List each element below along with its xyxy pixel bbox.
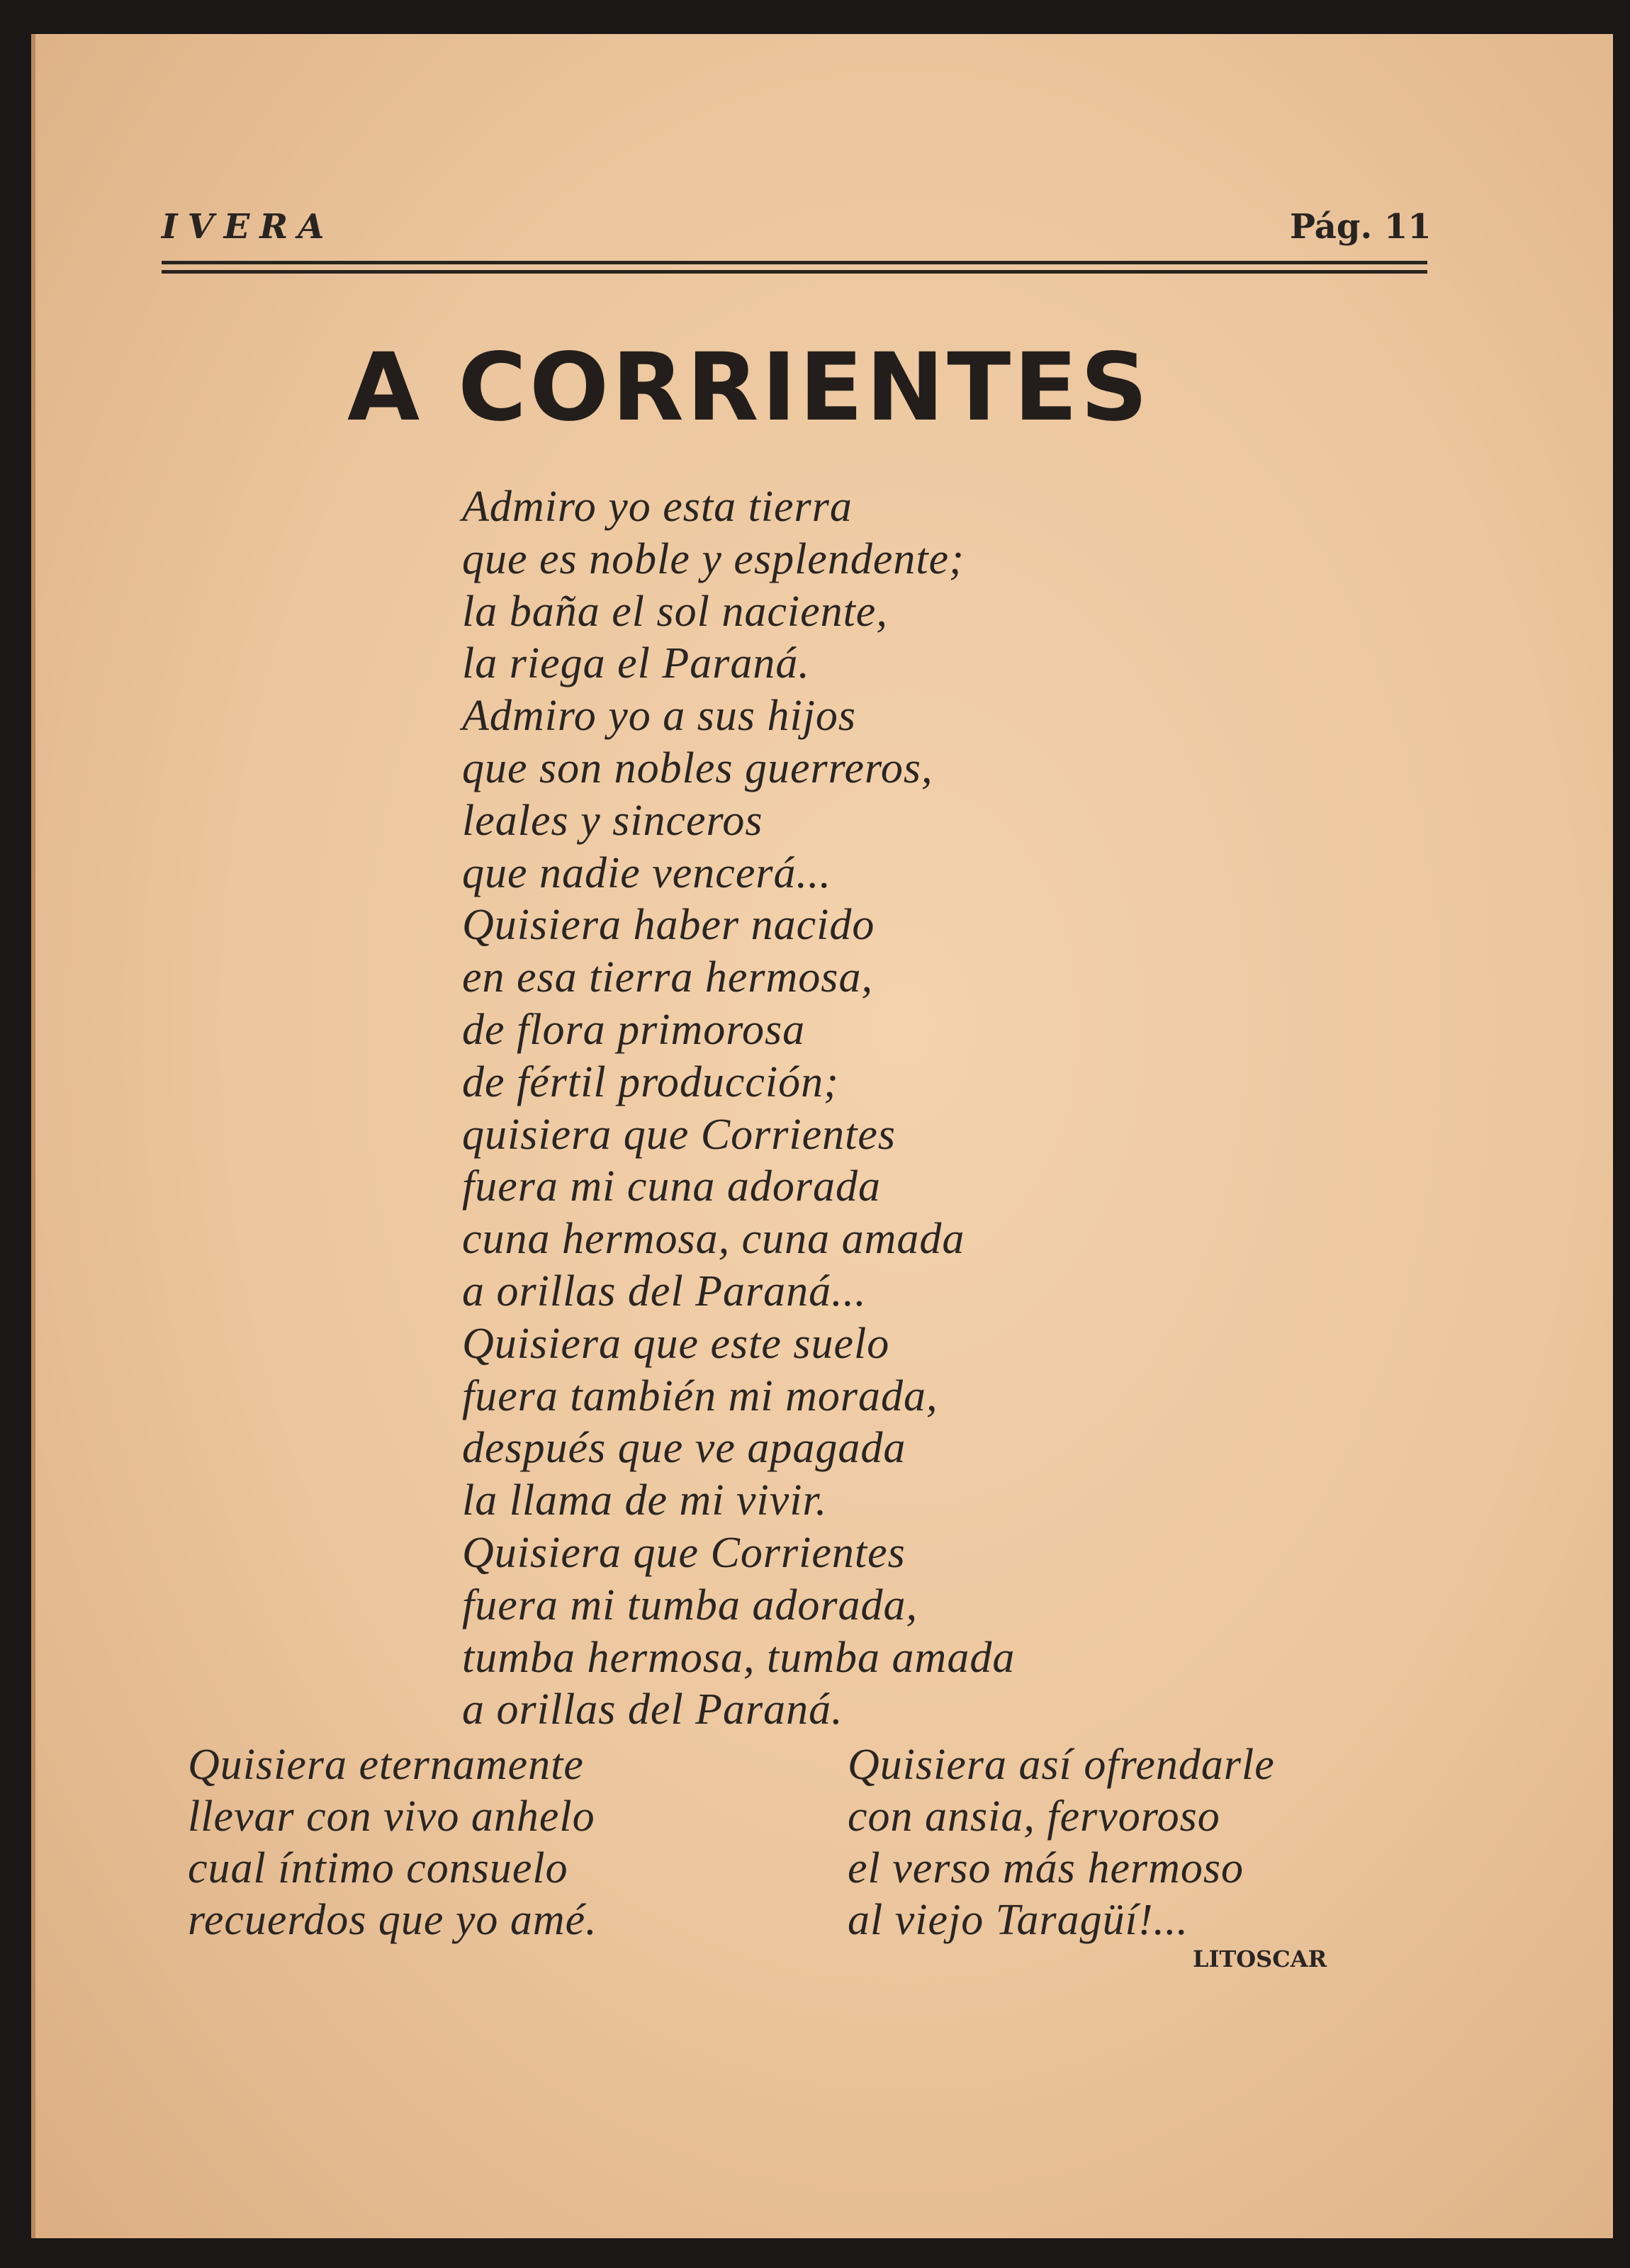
poem-line: que son nobles guerreros, (462, 744, 933, 792)
page-number: Pág. 11 (1290, 207, 1432, 247)
poem-line: de flora primorosa (462, 1006, 806, 1054)
poem-line: en esa tierra hermosa, (462, 953, 873, 1002)
poem-line: a orillas del Paraná... (462, 1267, 867, 1315)
poem-line: a orillas del Paraná. (462, 1685, 843, 1734)
poem-line: el verso más hermoso (848, 1844, 1244, 1892)
poem-line: con ansia, fervoroso (848, 1792, 1220, 1841)
poem-title: A CORRIENTES (347, 333, 1151, 442)
poem-line: fuera mi cuna adorada (462, 1162, 882, 1211)
poem-line: al viejo Taragüí!... (848, 1896, 1189, 1944)
poem-line: Quisiera que este suelo (462, 1319, 890, 1368)
poem-line: la baña el sol naciente, (462, 587, 888, 636)
poem-line: llevar con vivo anhelo (188, 1792, 595, 1841)
poem-line: después que ve apagada (462, 1424, 906, 1473)
poem-line: Quisiera que Corrientes (462, 1529, 906, 1577)
poem-line: la llama de mi vivir. (462, 1476, 828, 1525)
poem-line: que es noble y esplendente; (462, 534, 965, 583)
poem-line: quisiera que Corrientes (462, 1110, 896, 1159)
poem-line: leales y sinceros (462, 796, 763, 845)
header-rule (162, 261, 1427, 264)
poem-line: cual íntimo consuelo (188, 1844, 568, 1892)
author-signature: LITOSCAR (1193, 1946, 1327, 1972)
poem-line: fuera mi tumba adorada, (462, 1581, 918, 1629)
poem-line: de fértil producción; (462, 1057, 839, 1106)
header-rule (162, 270, 1427, 274)
poem-line: cuna hermosa, cuna amada (462, 1215, 965, 1264)
poem-line: la riega el Paraná. (462, 639, 810, 688)
poem-line: tumba hermosa, tumba amada (462, 1633, 1016, 1682)
journal-name: IVERA (162, 207, 335, 247)
poem-line: que nadie vencerá... (462, 848, 831, 897)
poem-line: recuerdos que yo amé. (188, 1896, 597, 1944)
poem-line: Admiro yo a sus hijos (462, 692, 857, 741)
poem-line: Quisiera haber nacido (462, 901, 875, 950)
poem-line: Quisiera eternamente (188, 1741, 584, 1789)
poem-line: fuera también mi morada, (462, 1371, 938, 1420)
poem-line: Admiro yo esta tierra (462, 483, 853, 531)
poem-line: Quisiera así ofrendarle (848, 1741, 1275, 1789)
